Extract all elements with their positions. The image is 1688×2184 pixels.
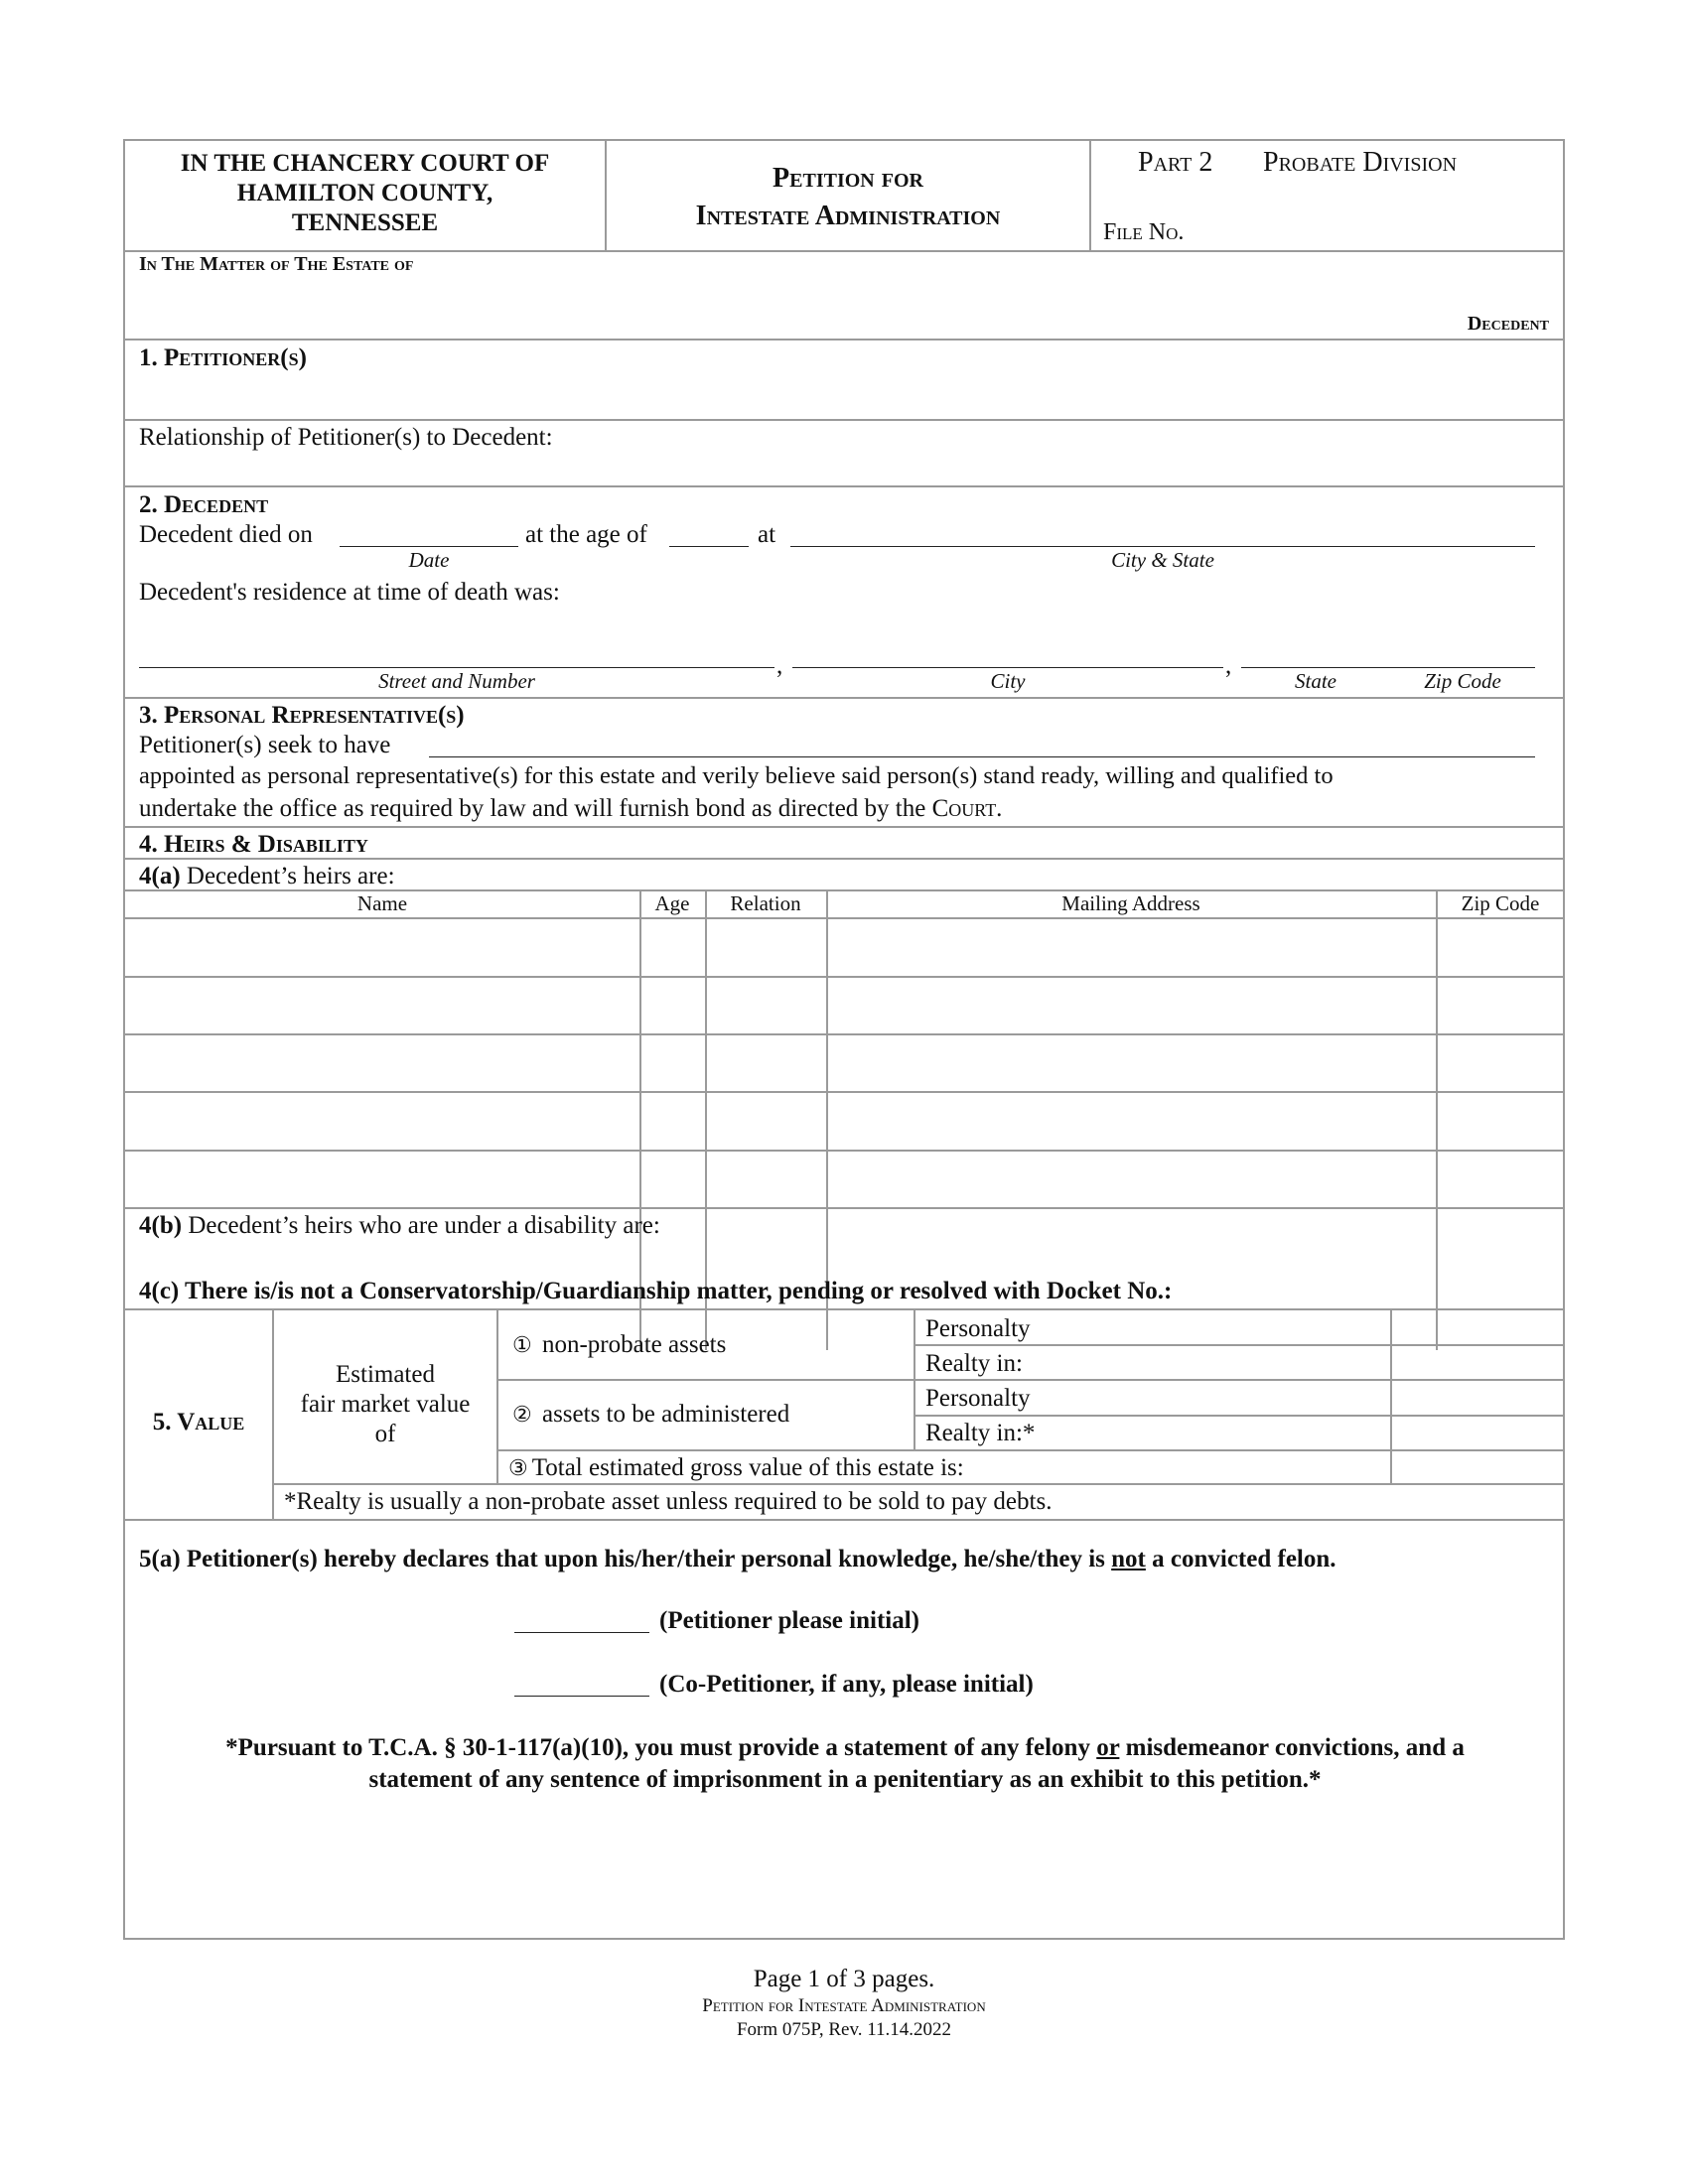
realty-2-label: Realty in:*: [925, 1420, 1036, 1446]
heirs-col-address: Mailing Address: [1061, 891, 1200, 915]
personalty-1-label: Personalty: [925, 1315, 1031, 1342]
undertake-text: undertake the office as required by law and will furnish bond as directed by the Court.: [139, 795, 1003, 822]
total-label: ③ Total estimated gross value of this estate is:: [508, 1454, 964, 1481]
zip-caption: Zip Code: [1424, 669, 1501, 693]
table-row[interactable]: [125, 976, 1563, 978]
heirs-col-name: Name: [356, 891, 408, 915]
decedent-rule: [125, 697, 1563, 699]
heirs-col-age: Age: [654, 891, 690, 915]
value-mid-rule: [496, 1379, 1565, 1381]
header-divider-1: [605, 141, 607, 250]
seek-label: Petitioner(s) seek to have: [139, 732, 391, 758]
file-no-label: File No.: [1103, 219, 1185, 245]
death-age-field[interactable]: [669, 546, 749, 547]
felon-declaration: 5(a) Petitioner(s) hereby declares that upon his/her/their personal knowledge, he/she/they is not a convicted felon.: [139, 1546, 1336, 1572]
heirs-header-rule: [125, 917, 1563, 919]
estimated-line2: fair market value: [300, 1391, 471, 1418]
died-on-label: Decedent died on: [139, 521, 313, 548]
table-row[interactable]: [125, 1091, 1563, 1093]
co-petitioner-initial-field[interactable]: [514, 1696, 649, 1697]
street-field[interactable]: [139, 667, 774, 668]
relationship-label: Relationship of Petitioner(s) to Decedent:: [139, 424, 553, 451]
death-date-field[interactable]: [340, 546, 518, 547]
petition-form: [123, 139, 1565, 1940]
personalty-2-rule: [914, 1415, 1565, 1417]
footer-form-title: Petition for Intestate Administration: [702, 1995, 986, 2016]
heirs-col-zip: Zip Code: [1461, 891, 1540, 915]
heirs-table-top: [125, 889, 1563, 891]
comma-1: ,: [776, 652, 783, 679]
value-divider-4: [1390, 1308, 1392, 1483]
city-caption: City: [990, 669, 1026, 693]
footer-form-number: Form 075P, Rev. 11.14.2022: [736, 2019, 952, 2040]
value-divider-2: [496, 1308, 498, 1483]
city-state-caption: City & State: [1111, 548, 1214, 572]
petitioners-heading: 1. Petitioner(s): [139, 344, 307, 371]
heirs-col-divider-4: [1436, 889, 1438, 1350]
petitioner-initial-field[interactable]: [514, 1632, 649, 1633]
state-zip-field[interactable]: [1241, 667, 1535, 668]
administered-label: ② assets to be administered: [512, 1401, 790, 1428]
circled-three-icon: ③: [508, 1455, 528, 1480]
court-name-line1: IN THE CHANCERY COURT OF: [180, 150, 550, 177]
relationship-rule: [125, 485, 1563, 487]
at-label: at: [758, 521, 776, 548]
non-probate-label: ① non-probate assets: [512, 1331, 727, 1358]
circled-one-icon: ①: [512, 1332, 532, 1357]
header-bottom-rule: [125, 250, 1563, 252]
page-number: Page 1 of 3 pages.: [753, 1966, 935, 1992]
court-name-line2: HAMILTON COUNTY,: [236, 180, 493, 206]
petitioner-initial-label: (Petitioner please initial): [659, 1607, 919, 1634]
pursuant-line1: *Pursuant to T.C.A. § 30-1-117(a)(10), you must provide a statement of any felony or misdemeanor convictions, and a: [225, 1734, 1465, 1761]
realty-1-label: Realty in:: [925, 1350, 1023, 1377]
form-title-line2: Intestate Administration: [695, 201, 1001, 231]
decedent-label: Decedent: [1467, 313, 1549, 335]
heirs-4a-label: 4(a) Decedent’s heirs are:: [139, 863, 395, 889]
personal-rep-rule: [125, 826, 1563, 828]
petitioners-rule: [125, 419, 1563, 421]
estate-of-label: In The Matter of The Estate of: [139, 253, 414, 275]
street-caption: Street and Number: [378, 669, 535, 693]
heirs-heading-rule: [125, 858, 1563, 860]
pursuant-line2: statement of any sentence of imprisonment in a penitentiary as an exhibit to this petition.*: [368, 1766, 1322, 1793]
value-note-rule: [272, 1483, 1565, 1485]
heirs-4c-label: 4(c) There is/is not a Conservatorship/Guardianship matter, pending or resolved with Docket No.:: [139, 1278, 1173, 1304]
co-petitioner-initial-label: (Co-Petitioner, if any, please initial): [659, 1671, 1034, 1698]
personalty-1-rule: [914, 1344, 1565, 1346]
realty-note: *Realty is usually a non-probate asset unless required to be sold to pay debts.: [284, 1488, 1053, 1515]
comma-2: ,: [1225, 652, 1232, 679]
death-city-state-field[interactable]: [790, 546, 1535, 547]
state-caption: State: [1295, 669, 1336, 693]
heirs-table-bottom: [125, 1207, 1563, 1209]
personal-rep-heading: 3. Personal Representative(s): [139, 702, 465, 729]
part-label: Part 2: [1138, 147, 1213, 178]
form-title-line1: Petition for: [773, 163, 923, 194]
court-name-line3: TENNESSEE: [291, 209, 439, 236]
value-table-top: [125, 1308, 1563, 1310]
value-heading: 5. Value: [152, 1409, 245, 1435]
decedent-heading: 2. Decedent: [139, 491, 269, 518]
estate-bottom-rule: [125, 339, 1563, 341]
heirs-col-relation: Relation: [730, 891, 801, 915]
estimated-line1: Estimated: [336, 1361, 435, 1388]
heirs-heading: 4. Heirs & Disability: [139, 831, 368, 858]
estimated-line3: of: [374, 1421, 396, 1447]
value-table-bottom: [125, 1519, 1563, 1521]
division-label: Probate Division: [1263, 147, 1458, 178]
personalty-2-label: Personalty: [925, 1385, 1031, 1412]
header-divider-2: [1089, 141, 1091, 250]
table-row[interactable]: [125, 1033, 1563, 1035]
table-row[interactable]: [125, 1150, 1563, 1152]
residence-label: Decedent's residence at time of death was:: [139, 579, 560, 606]
city-field[interactable]: [792, 667, 1223, 668]
personal-rep-field[interactable]: [429, 756, 1535, 757]
heirs-4b-label: 4(b) Decedent’s heirs who are under a disability are:: [139, 1212, 660, 1239]
circled-two-icon: ②: [512, 1402, 532, 1427]
total-rule: [496, 1449, 1565, 1451]
date-caption: Date: [408, 548, 450, 572]
at-age-label: at the age of: [525, 521, 647, 548]
appointed-text: appointed as personal representative(s) for this estate and verily believe said person(s) stand ready, willing and qualified to: [139, 762, 1334, 789]
